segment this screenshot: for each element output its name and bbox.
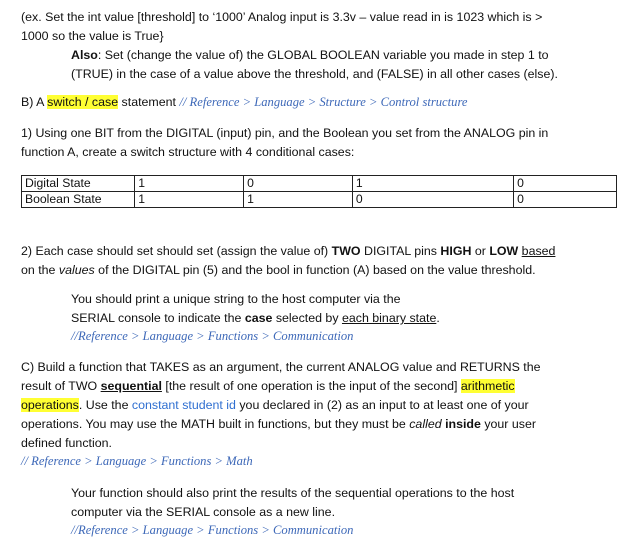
text-underline: each binary state (341, 311, 437, 325)
intro-line-2: 1000 so the value is True} (21, 29, 164, 43)
text-span: [the result of one operation is the input of the second] (161, 379, 461, 393)
table-cell: 1 (244, 192, 353, 208)
section-b-heading (21, 93, 467, 112)
switch-case-highlight: switch / case (47, 95, 119, 109)
step-2-line-1 (21, 242, 555, 261)
text-span: of the DIGITAL pin (5) and the bool in function (A) based on the value threshold. (94, 263, 536, 277)
section-c-line-2 (21, 377, 515, 396)
text-span: you declared in (2) as an input to at least one of your (235, 398, 529, 412)
also-label: Also (71, 48, 98, 62)
text-italic: values (58, 263, 95, 277)
table-cell: 1 (135, 192, 244, 208)
table-cell: 0 (352, 192, 513, 208)
operations-highlight: operations (21, 398, 79, 412)
text-span: operations. You may use the MATH built in functions, but they must be (21, 417, 410, 431)
table-cell: 1 (135, 176, 244, 192)
text-span: or (471, 244, 490, 258)
text-bold: HIGH (440, 244, 472, 258)
text-bold: inside (445, 417, 481, 431)
text-span: result of TWO (21, 379, 101, 393)
text-span: 2) Each case should set should set (assign the value of) (21, 244, 332, 258)
table-cell: 0 (244, 176, 353, 192)
section-c-line-5: defined function. (21, 436, 112, 450)
text-bold: LOW (489, 244, 519, 258)
intro-line-1: (ex. Set the int value [threshold] to ‘1000’ Analog input is 3.3v – value read in is 1023 which is > (21, 10, 543, 24)
table-row (22, 176, 617, 192)
text-bold-underline: sequential (100, 379, 162, 393)
table-cell: Boolean State (22, 192, 135, 208)
also-line-2: (TRUE) in the case of a value above the threshold, and (FALSE) in all other cases (else). (71, 67, 558, 81)
text-span: your user (480, 417, 536, 431)
table-row (22, 192, 617, 208)
step-2-line-2 (21, 261, 536, 280)
state-table (21, 175, 617, 208)
text-span: . (436, 311, 440, 325)
section-b-prefix: B) A (21, 95, 48, 109)
section-b-suffix: statement (118, 95, 180, 109)
section-c-line-4 (21, 415, 536, 434)
text-span: selected by (272, 311, 342, 325)
constant-student-id-text: constant student id (131, 398, 236, 412)
arithmetic-highlight: arithmetic (460, 379, 515, 393)
step-1-line-1: 1) Using one BIT from the DIGITAL (input) pin, and the Boolean you set from the ANALOG pin in (21, 126, 549, 140)
text-span: DIGITAL pins (360, 244, 441, 258)
table-cell: 1 (352, 176, 513, 192)
final-note-line-1: Your function should also print the results of the sequential operations to the host (71, 486, 515, 500)
also-line-1 (71, 46, 549, 65)
section-b-reference: // Reference > Language > Structure > Control structure (179, 95, 468, 109)
table-cell: 0 (514, 192, 617, 208)
final-note-line-2: computer via the SERIAL console as a new line. (71, 505, 336, 519)
final-note-reference: //Reference > Language > Functions > Communication (71, 523, 354, 537)
section-c-line-3 (21, 396, 529, 415)
text-bold: case (244, 311, 273, 325)
serial-note-reference: //Reference > Language > Functions > Communication (71, 329, 354, 343)
text-bold: TWO (331, 244, 361, 258)
text-underline: based (521, 244, 556, 258)
table-cell: 0 (514, 176, 617, 192)
also-text: : Set (change the value of) the GLOBAL BOOLEAN variable you made in step 1 to (97, 48, 549, 62)
serial-note-line-1: You should print a unique string to the host computer via the (71, 292, 401, 306)
text-span: on the (21, 263, 59, 277)
section-c-reference: // Reference > Language > Functions > Math (21, 454, 253, 468)
text-italic: called (409, 417, 442, 431)
section-c-line-1: C) Build a function that TAKES as an argument, the current ANALOG value and RETURNS the (21, 360, 541, 374)
step-1-line-2: function A, create a switch structure with 4 conditional cases: (21, 145, 355, 159)
text-span: . Use the (78, 398, 132, 412)
table-cell: Digital State (22, 176, 135, 192)
serial-note-line-2 (71, 309, 440, 328)
text-span: SERIAL console to indicate the (71, 311, 245, 325)
